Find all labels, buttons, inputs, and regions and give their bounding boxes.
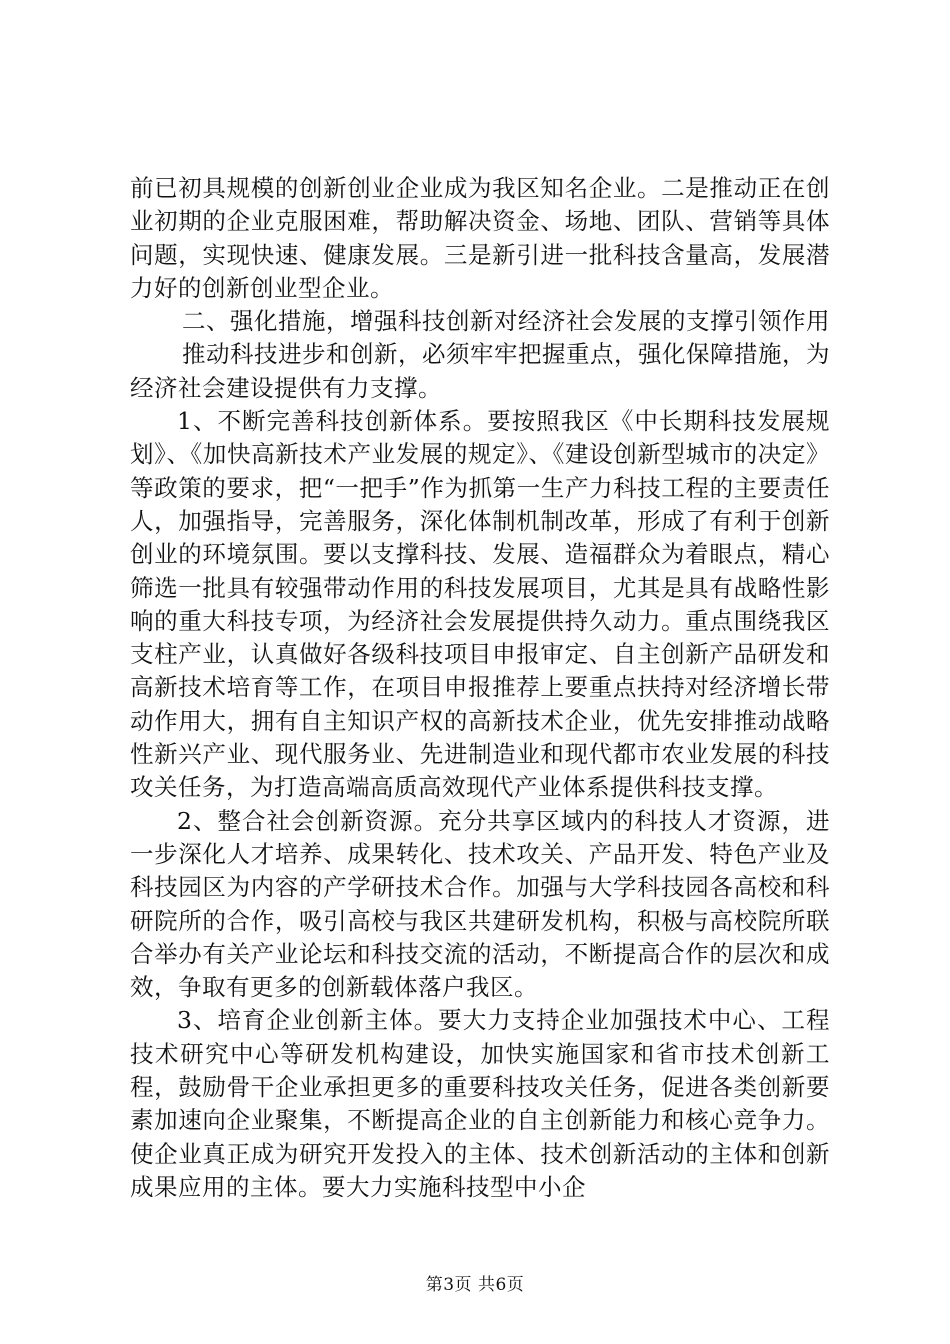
- paragraph-item-2: 2、整合社会创新资源。充分共享区域内的科技人才资源，进一步深化人才培养、成果转化、技术攻关、产品开发、特色产业及科技园区为内容的产学研技术合作。加强与大学科技园各高校和科研院所的合作，吸引高校与我区共建研发机构，积极与高校院所联合举办有关产业论坛和科技交流的活动，不断提高合作的层次和成效，争取有更多的创新载体落户我区。: [130, 806, 830, 1002]
- section-heading: 二、强化措施，增强科技创新对经济社会发展的支撑引领作用: [182, 307, 830, 336]
- paragraph-continuation: 前已初具规模的创新创业企业成为我区知名企业。二是推动正在创业初期的企业克服困难，帮助解决资金、场地、团队、营销等具体问题，实现快速、健康发展。三是新引进一批科技含量高，发展潜力好的创新创业型企业。: [130, 174, 830, 302]
- paragraph-intro: 推动科技进步和创新，必须牢牢把握重点，强化保障措施，为经济社会建设提供有力支撑。: [130, 340, 830, 402]
- paragraph-item-1: 1、不断完善科技创新体系。要按照我区《中长期科技发展规划》、《加快高新技术产业发展的规定》、《建设创新型城市的决定》等政策的要求，把“一把手”作为抓第一生产力科技工程的主要责任人，加强指导，完善服务，深化体制机制改革，形成了有利于创新创业的环境氛围。要以支撑科技、发展、造福群众为着眼点，精心筛选一批具有较强带动作用的科技发展项目，尤其是具有战略性影响的重大科技专项，为经济社会发展提供持久动力。重点围绕我区支柱产业，认真做好各级科技项目申报审定、自主创新产品研发和高新技术培育等工作，在项目申报推荐上要重点扶持对经济增长带动作用大，拥有自主知识产权的高新技术企业，优先安排推动战略性新兴产业、现代服务业、先进制造业和现代都市农业发展的科技攻关任务，为打造高端高质高效现代产业体系提供科技支撑。: [130, 407, 830, 802]
- page-number-footer: 第3页 共6页: [425, 1275, 525, 1295]
- document-body: [130, 172, 830, 1204]
- paragraph-item-3: 3、培育企业创新主体。要大力支持企业加强技术中心、工程技术研究中心等研发机构建设，加快实施国家和省市技术创新工程，鼓励骨干企业承担更多的重要科技攻关任务，促进各类创新要素加速向企业聚集，不断提高企业的自主创新能力和核心竞争力。使企业真正成为研究开发投入的主体、技术创新活动的主体和创新成果应用的主体。要大力实施科技型中小企: [130, 1006, 830, 1201]
